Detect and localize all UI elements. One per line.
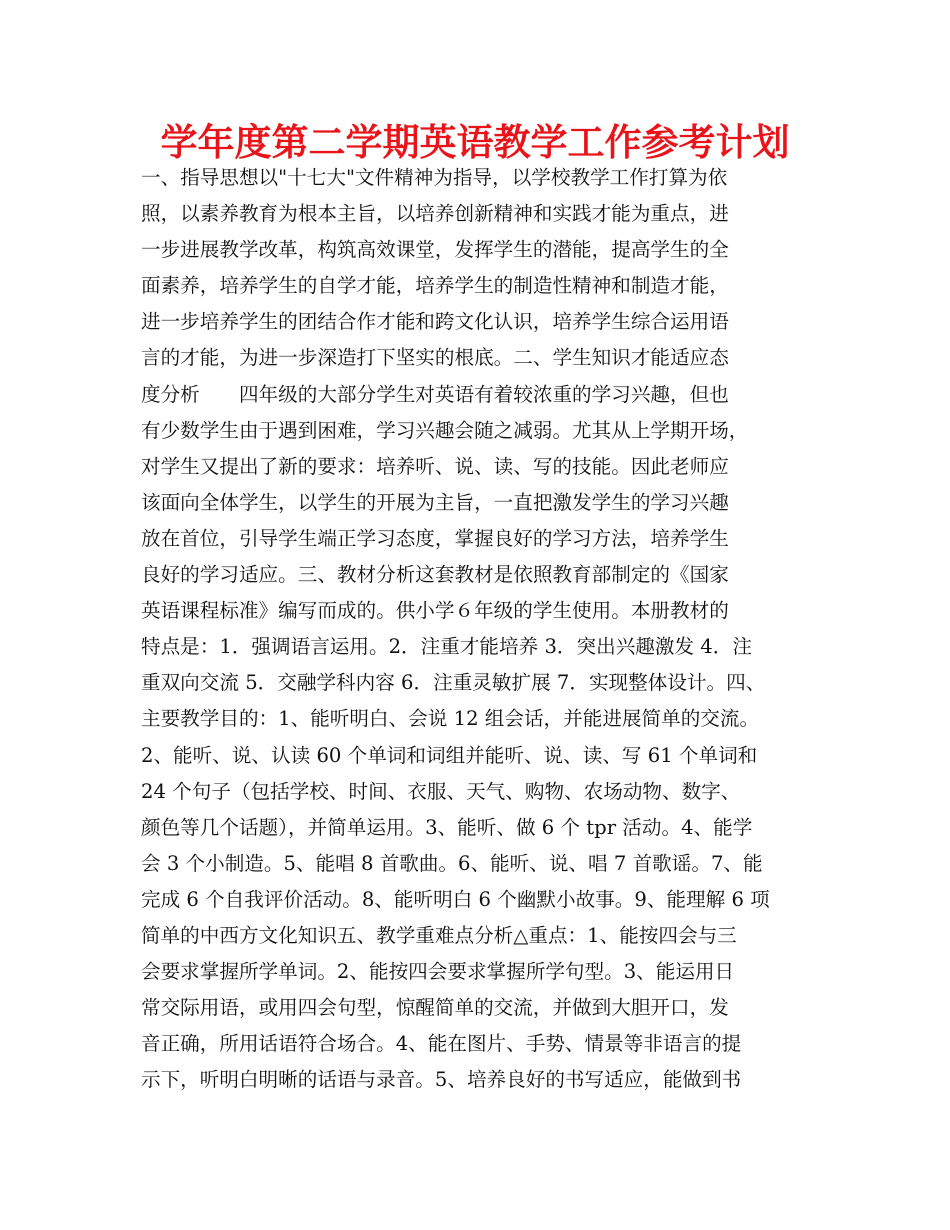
body-line: 一步进展教学改革，构筑高效课堂，发挥学生的潜能，提高学生的全 xyxy=(141,238,729,262)
body-line: 有少数学生由于遇到困难，学习兴趣会随之减弱。尤其从上学期开场， xyxy=(141,418,749,442)
body-line: 会要求掌握所学单词。2、能按四会要求掌握所学句型。3、能运用日 xyxy=(141,960,735,984)
body-line: 2、能听、说、认读 60 个单词和词组并能听、说、读、写 61 个单词和 xyxy=(141,743,758,767)
body-line: 一、指导思想以"十七大"文件精神为指导，以学校教学工作打算为依 xyxy=(141,166,728,189)
body-line: 示下，听明白明晰的话语与录音。5、培养良好的书写适应，能做到书 xyxy=(141,1068,742,1092)
body-line: 该面向全体学生，以学生的开展为主旨，一直把激发学生的学习兴趣 xyxy=(141,490,729,514)
body-line: 面素养，培养学生的自学才能，培养学生的制造性精神和制造才能， xyxy=(141,274,729,298)
body-line: 24 个句子（包括学校、时间、衣服、天气、购物、农场动物、数字、 xyxy=(141,779,741,803)
body-line: 英语课程标准》编写而成的。供小学６年级的学生使用。本册教材的 xyxy=(141,599,729,623)
body-line: 对学生又提出了新的要求：培养听、说、读、写的技能。因此老师应 xyxy=(141,454,729,478)
body-line: 放在首位，引导学生端正学习态度，掌握良好的学习方法，培养学生 xyxy=(141,526,729,550)
document-body xyxy=(141,160,813,1098)
body-line: 常交际用语，或用四会句型，惊醒简单的交流，并做到大胆开口，发 xyxy=(141,996,729,1020)
body-line: 主要教学目的：1、能听明白、会说 12 组会话，并能进展简单的交流。 xyxy=(141,707,760,731)
body-line: 音正确，所用话语符合场合。4、能在图片、手势、情景等非语言的提 xyxy=(141,1032,742,1056)
body-line: 照，以素养教育为根本主旨，以培养创新精神和实践才能为重点，进 xyxy=(141,202,729,226)
body-line: 重双向交流 5．交融学科内容 6．注重灵敏扩展 7．实现整体设计。四、 xyxy=(141,671,766,695)
body-line: 良好的学习适应。三、教材分析这套教材是依照教育部制定的《国家 xyxy=(141,563,729,587)
body-line: 特点是：1．强调语言运用。2．注重才能培养 3．突出兴趣激发 4．注 xyxy=(141,635,752,659)
body-line: 简单的中西方文化知识五、教学重难点分析△重点：1、能按四会与三 xyxy=(141,923,737,947)
body-line: 颜色等几个话题），并简单运用。3、能听、做 6 个 tpr 活动。4、能学 xyxy=(141,815,753,839)
body-line: 言的才能，为进一步深造打下坚实的根底。二、学生知识才能适应态 xyxy=(141,346,729,370)
document-title: 学年度第二学期英语教学工作参考计划 xyxy=(160,121,790,164)
body-line: 度分析 四年级的大部分学生对英语有着较浓重的学习兴趣，但也 xyxy=(141,382,729,406)
body-line: 进一步培养学生的团结合作才能和跨文化认识，培养学生综合运用语 xyxy=(141,310,729,334)
body-line: 会 3 个小制造。5、能唱 8 首歌曲。6、能听、说、唱 7 首歌谣。7、能 xyxy=(141,851,763,875)
body-line: 完成 6 个自我评价活动。8、能听明白 6 个幽默小故事。9、能理解 6 项 xyxy=(141,887,770,911)
